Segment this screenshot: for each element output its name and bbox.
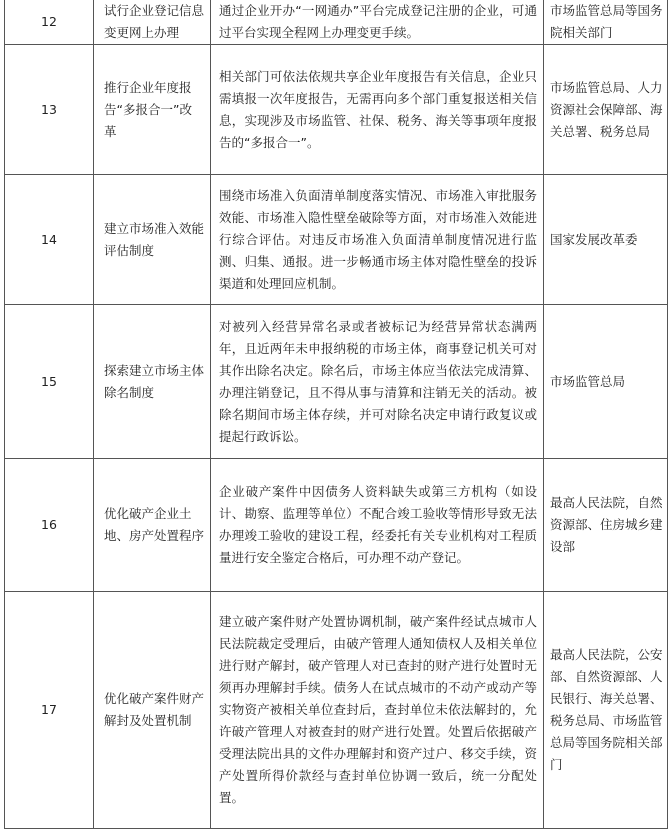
table-row — [5, 175, 668, 305]
measure-description: 相关部门可依法依规共享企业年度报告有关信息，企业只需填报一次年度报告，无需再向多个部门重复报送相关信息，实现涉及市场监管、社保、税务、海关等事项年度报告的“多报合一”。 — [211, 45, 544, 175]
measure-description: 企业破产案件中因债务人资料缺失或第三方机构（如设计、勘察、监理等单位）不配合竣工验收等情形导致无法办理竣工验收的建设工程，经委托有关专业机构对工程质量进行安全鉴定合格后，可办理不动产登记。 — [211, 459, 544, 592]
reform-measures-table — [4, 0, 668, 829]
table-row — [5, 305, 668, 459]
row-number: 15 — [5, 305, 94, 459]
row-number: 13 — [5, 45, 94, 175]
responsible-departments: 最高人民法院，自然资源部、住房城乡建设部 — [544, 459, 668, 592]
table-row — [5, 0, 668, 45]
table-row — [5, 459, 668, 592]
responsible-departments: 市场监管总局、人力资源社会保障部、海关总署、税务总局 — [544, 45, 668, 175]
measure-title: 推行企业年度报告“多报合一”改革 — [94, 45, 211, 175]
row-number: 17 — [5, 592, 94, 829]
measure-title: 优化破产案件财产解封及处置机制 — [94, 592, 211, 829]
responsible-departments: 市场监管总局 — [544, 305, 668, 459]
measure-description: 围绕市场准入负面清单制度落实情况、市场准入审批服务效能、市场准入隐性壁垒破除等方面，对市场准入效能进行综合评估。对违反市场准入负面清单制度情况进行监测、归集、通报。进一步畅通市场主体对隐性壁垒的投诉渠道和处理回应机制。 — [211, 175, 544, 305]
responsible-departments: 最高人民法院，公安部、自然资源部、人民银行、海关总署、税务总局、市场监管总局等国务院相关部门 — [544, 592, 668, 829]
measure-description: 建立破产案件财产处置协调机制，破产案件经试点城市人民法院裁定受理后，由破产管理人通知债权人及相关单位进行财产解封，破产管理人对已查封的财产进行处置时无须再办理解封手续。债务人在试点城市的不动产或动产等实物资产被相关单位查封后，查封单位未依法解封的，允许破产管理人对被查封的财产进行处置。处置后依据破产受理法院出具的文件办理解封和资产过户、移交手续，资产处置所得价款经与查封单位协调一致后，统一分配处置。 — [211, 592, 544, 829]
responsible-departments: 国家发展改革委 — [544, 175, 668, 305]
measure-title: 优化破产企业土地、房产处置程序 — [94, 459, 211, 592]
measure-title: 试行企业登记信息变更网上办理 — [94, 0, 211, 45]
row-number: 12 — [5, 0, 94, 45]
measure-description: 通过企业开办“一网通办”平台完成登记注册的企业，可通过平台实现全程网上办理变更手续。 — [211, 0, 544, 45]
measure-title: 建立市场准入效能评估制度 — [94, 175, 211, 305]
table-row — [5, 592, 668, 829]
measure-title: 探索建立市场主体除名制度 — [94, 305, 211, 459]
table-row — [5, 45, 668, 175]
row-number: 16 — [5, 459, 94, 592]
row-number: 14 — [5, 175, 94, 305]
measure-description: 对被列入经营异常名录或者被标记为经营异常状态满两年，且近两年未申报纳税的市场主体，商事登记机关可对其作出除名决定。除名后，市场主体应当依法完成清算、办理注销登记，且不得从事与清算和注销无关的活动。被除名期间市场主体存续，并可对除名决定申请行政复议或提起行政诉讼。 — [211, 305, 544, 459]
responsible-departments: 市场监管总局等国务院相关部门 — [544, 0, 668, 45]
